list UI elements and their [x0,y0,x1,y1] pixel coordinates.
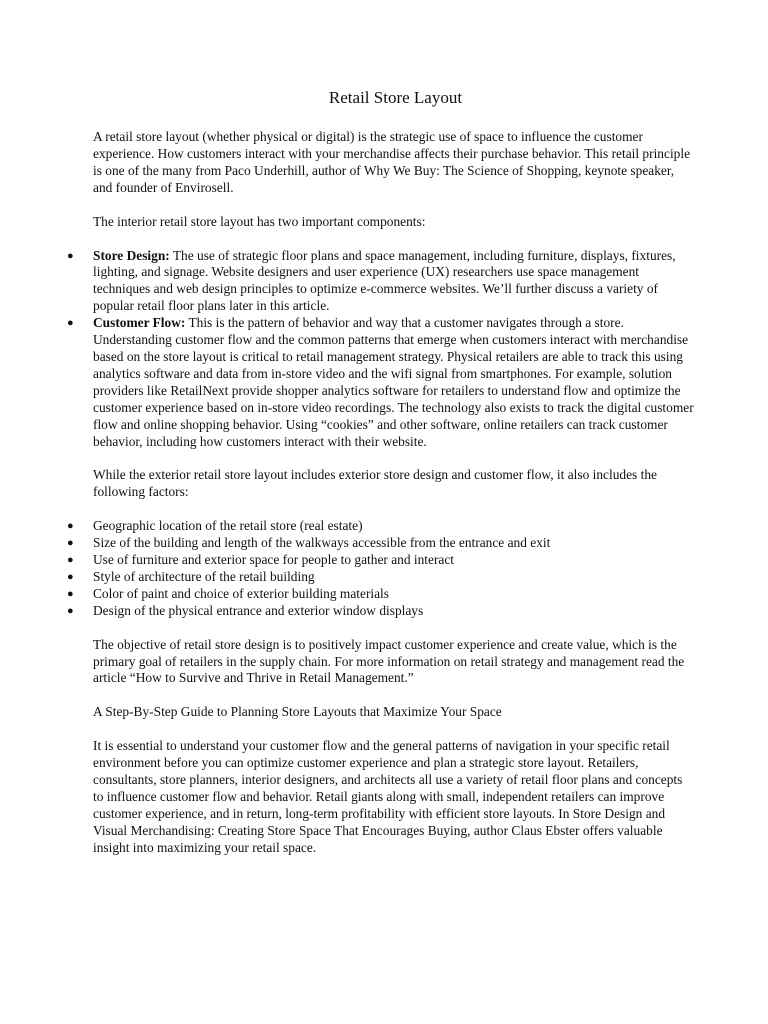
bullet-icon: ● [67,587,74,600]
bullet-icon: ● [67,317,74,330]
exterior-intro: While the exterior retail store layout includes exterior store design and customer flow, it also includes the following factors: [93,467,657,500]
component-text: This is the pattern of behavior and way that a customer navigates through a store. Understanding customer flow and the common patterns that emerge when customers interact with merchandise based on the store layout is critical to retail management strategy. Physical retailers are able to track this using analytics software and data from in-store video and the wifi signal from smartphones. For example, solution providers like RetailNext provide shopper analytics software for retailers to understand flow and optimize the customer experience based on in-store video recordings. The technology also exists to track the digital customer flow and online shopping behavior. Using “cookies” and other software, online retailers can track customer behavior, including how customers interact with their website. [93,315,694,449]
list-item [67,602,694,620]
component-term: Customer Flow: [93,315,186,331]
list-item [67,247,694,316]
bullet-icon: ● [67,249,74,262]
factor-text: Color of paint and choice of exterior building materials [93,585,389,601]
guide-heading: A Step-By-Step Guide to Planning Store Layouts that Maximize Your Space [93,704,502,720]
component-term: Store Design: [93,247,170,263]
list-item [67,315,694,450]
bullet-icon: ● [67,604,74,617]
intro-paragraph: A retail store layout (whether physical or digital) is the strategic use of space to influence the customer experience. How customers interact with your merchandise affects their purchase behavior. This retail principle is one of the many from Paco Underhill, author of Why We Buy: The Science of Shopping, keynote speaker, and founder of Envirosell. [93,129,691,195]
factor-text: Use of furniture and exterior space for people to gather and interact [93,552,455,568]
bullet-icon: ● [67,554,74,567]
factors-list [67,518,694,619]
list-item [67,568,694,586]
guide-paragraph: It is essential to understand your customer flow and the general patterns of navigation in your specific retail environment before you can optimize customer experience and plan a strategic store layout. Retailers, consultants, store planners, interior designers, and architects all use a variety of retail floor plans and concepts to influence customer flow and behavior. Retail giants along with small, independent retailers can improve customer experience, and in return, long-term profitability with efficient store layouts. In Store Design and Visual Merchandising: Creating Store Space That Encourages Buying, author Claus Ebster offers valuable insight into maximizing your retail space. [93,738,683,855]
list-item [67,585,694,603]
page-title: Retail Store Layout [328,88,463,107]
components-intro: The interior retail store layout has two important components: [93,213,426,229]
list-item [67,535,694,552]
objective-paragraph: The objective of retail store design is to positively impact customer experience and create value, which is the primary goal of retailers in the supply chain. For more information on retail strategy and management read the article “How to Survive and Thrive in Retail Management.” [93,636,685,686]
factor-text: Size of the building and length of the walkways accessible from the entrance and exit [93,535,551,551]
factor-text: Style of architecture of the retail building [93,568,315,584]
factor-text: Geographic location of the retail store (real estate) [93,518,363,534]
factor-text: Design of the physical entrance and exterior window displays [93,602,424,618]
components-list [67,247,694,451]
bullet-icon: ● [67,537,74,550]
bullet-icon: ● [67,520,74,533]
bullet-icon: ● [67,570,74,583]
list-item [67,552,694,569]
component-text: The use of strategic floor plans and space management, including furniture, displays, fixtures, lighting, and signage. Website designers and user experience (UX) researchers use space management techniques and web design principles to optimize e-commerce websites. We’ll further discuss a variety of popular retail floor plans later in this article. [93,247,676,314]
list-item [67,518,694,535]
